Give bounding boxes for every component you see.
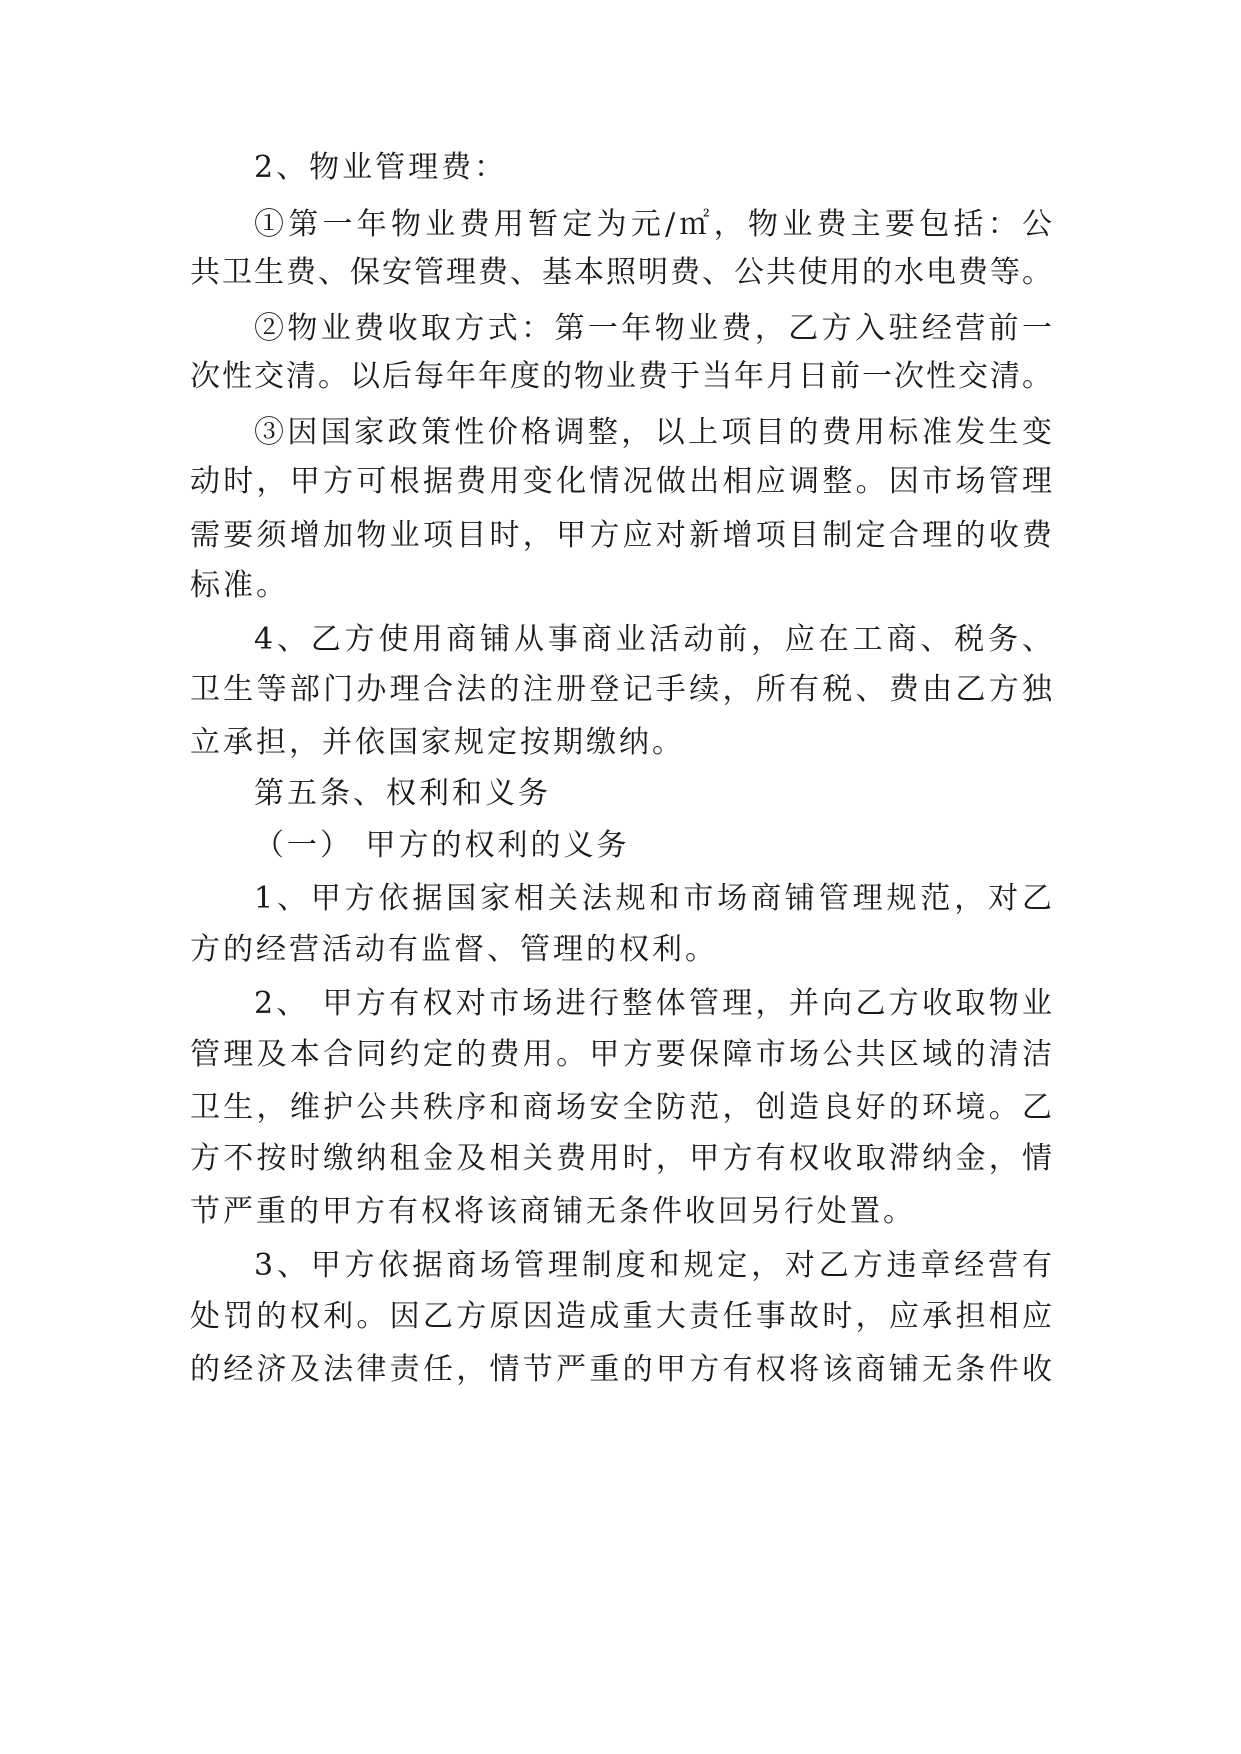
paragraph-line: 节严重的甲方有权将该商铺无条件收回另行处置。 — [190, 1194, 916, 1229]
paragraph-line: 的经济及法律责任，情节严重的甲方有权将该商铺无条件收 — [190, 1352, 1052, 1387]
section-heading: 第五条、权利和义务 — [254, 776, 551, 811]
paragraph-line: 2、 甲方有权对市场进行整体管理，并向乙方收取物业 — [254, 986, 1052, 1021]
paragraph-line: 次性交清。以后每年年度的物业费于当年月日前一次性交清。 — [190, 359, 1052, 394]
paragraph-line: ②物业费收取方式：第一年物业费，乙方入驻经营前一 — [254, 311, 1052, 346]
paragraph-line: 方的经营活动有监督、管理的权利。 — [190, 932, 718, 967]
paragraph-line: 卫生等部门办理合法的注册登记手续，所有税、费由乙方独 — [190, 672, 1052, 707]
paragraph-line: 4、乙方使用商铺从事商业活动前，应在工商、税务、 — [254, 622, 1052, 657]
paragraph-line: 共卫生费、保安管理费、基本照明费、公共使用的水电费等。 — [190, 255, 1052, 290]
paragraph-line: 方不按时缴纳租金及相关费用时，甲方有权收取滞纳金，情 — [190, 1141, 1052, 1176]
paragraph-line: 3、甲方依据商场管理制度和规定，对乙方违章经营有 — [254, 1248, 1052, 1283]
paragraph-line: 管理及本合同约定的费用。甲方要保障市场公共区域的清洁 — [190, 1037, 1052, 1072]
paragraph-line: 2、物业管理费： — [254, 150, 508, 185]
paragraph-line: 需要须增加物业项目时，甲方应对新增项目制定合理的收费 — [190, 518, 1052, 553]
paragraph-line: 动时，甲方可根据费用变化情况做出相应调整。因市场管理 — [190, 464, 1052, 499]
paragraph-line: 立承担，并依国家规定按期缴纳。 — [190, 725, 685, 760]
paragraph-line: 卫生，维护公共秩序和商场安全防范，创造良好的环境。乙 — [190, 1090, 1052, 1125]
paragraph-line: 1、甲方依据国家相关法规和市场商铺管理规范，对乙 — [254, 881, 1052, 916]
paragraph-line: 标准。 — [190, 568, 289, 603]
paragraph-line: ①第一年物业费用暂定为元/㎡，物业费主要包括：公 — [254, 207, 1052, 242]
paragraph-line: ③因国家政策性价格调整，以上项目的费用标准发生变 — [254, 415, 1052, 450]
subsection-heading: （一） 甲方的权利的义务 — [254, 828, 630, 863]
paragraph-line: 处罚的权利。因乙方原因造成重大责任事故时，应承担相应 — [190, 1299, 1052, 1334]
